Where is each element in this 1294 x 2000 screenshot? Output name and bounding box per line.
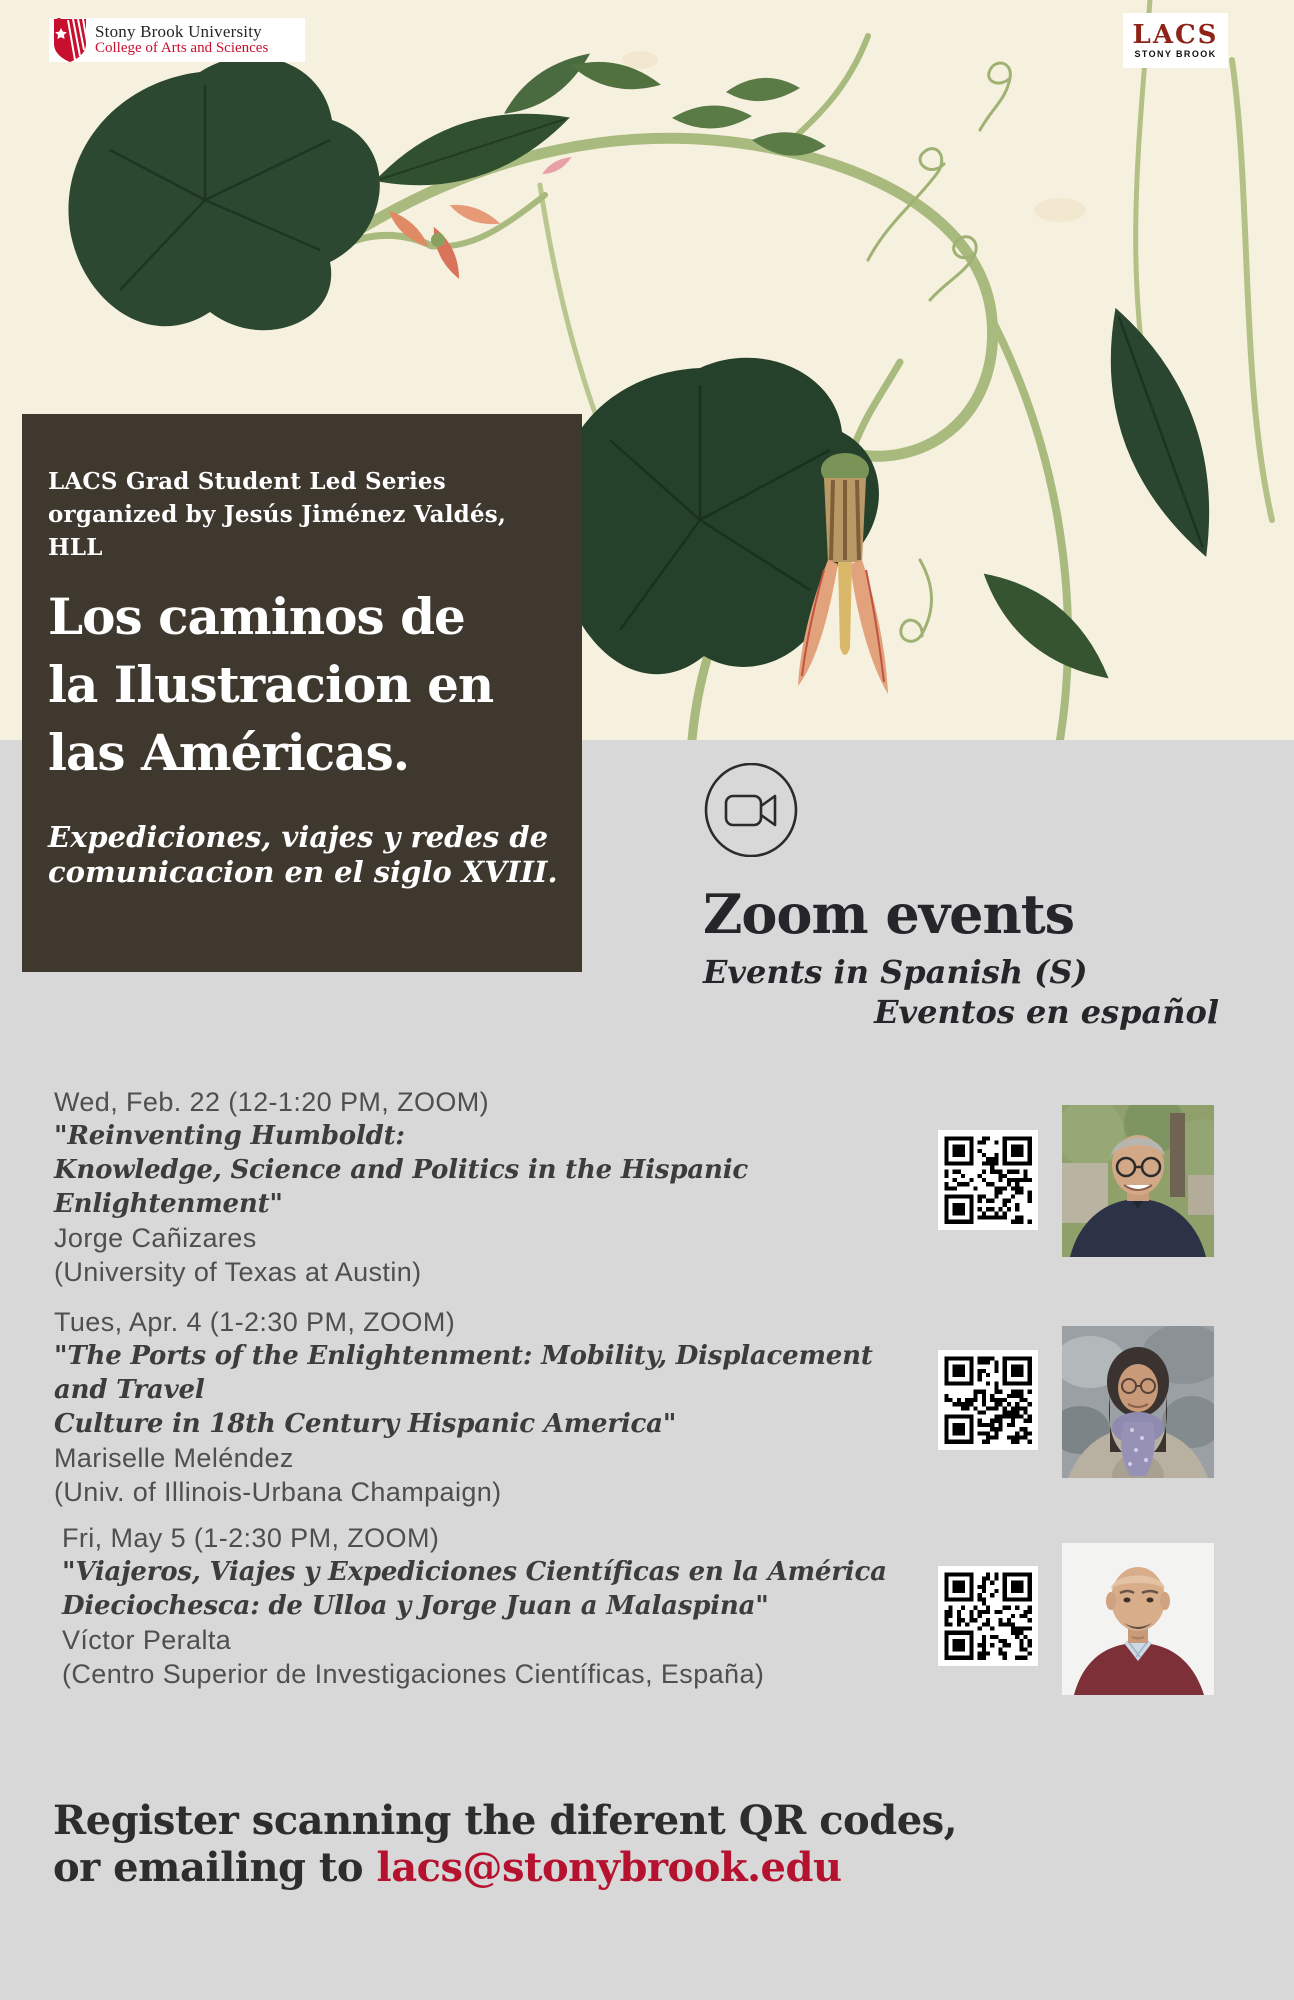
qr-code-event-1 bbox=[938, 1130, 1038, 1230]
speaker-photo-2 bbox=[1062, 1326, 1214, 1478]
zoom-events-title: Zoom events bbox=[703, 882, 1075, 946]
event-affiliation: (Centro Superior de Investigaciones Científicas, España) bbox=[62, 1659, 765, 1689]
qr-code-event-2 bbox=[938, 1350, 1038, 1450]
register-line2 bbox=[53, 1844, 1103, 1891]
lacs-logo-subtext: STONY BROOK bbox=[1134, 49, 1217, 59]
stony-brook-college: College of Arts and Sciences bbox=[95, 40, 269, 57]
event-title-line1: "Reinventing Humboldt: bbox=[54, 1121, 405, 1151]
event-date: Fri, May 5 (1-2:30 PM, ZOOM) bbox=[62, 1523, 440, 1553]
lacs-logo bbox=[1123, 13, 1228, 68]
register-instructions bbox=[53, 1797, 1103, 1891]
event-title-line2: Knowledge, Science and Politics in the Hispanic Enlightenment" bbox=[54, 1155, 748, 1219]
poster-title-line2: la Ilustracion en bbox=[48, 655, 494, 714]
event-affiliation: (Univ. of Illinois-Urbana Champaign) bbox=[54, 1477, 502, 1507]
event-speaker: Mariselle Meléndez bbox=[54, 1443, 294, 1473]
zoom-events-heading bbox=[703, 884, 1219, 1032]
poster-title-line1: Los caminos de bbox=[48, 587, 465, 646]
poster-title bbox=[48, 583, 562, 787]
speaker-photo-3 bbox=[1062, 1543, 1214, 1695]
title-box bbox=[22, 414, 582, 972]
register-email-link[interactable]: lacs@stonybrook.edu bbox=[376, 1844, 842, 1891]
stony-brook-name: Stony Brook University bbox=[95, 22, 262, 42]
series-kicker-line1: LACS Grad Student Led Series bbox=[48, 468, 446, 495]
event-date: Wed, Feb. 22 (12-1:20 PM, ZOOM) bbox=[54, 1087, 490, 1117]
event-speaker: Jorge Cañizares bbox=[54, 1223, 257, 1253]
event-item-2 bbox=[54, 1305, 934, 1509]
stony-brook-logo bbox=[49, 18, 305, 62]
series-kicker-line2: organized by Jesús Jiménez Valdés, HLL bbox=[48, 501, 507, 561]
event-speaker: Víctor Peralta bbox=[62, 1625, 232, 1655]
event-item-1 bbox=[54, 1085, 934, 1289]
stony-brook-shield-icon bbox=[52, 18, 88, 62]
event-title-line1: "The Ports of the Enlightenment: Mobility, Displacement and Travel bbox=[54, 1341, 873, 1405]
speaker-photo-1 bbox=[1062, 1105, 1214, 1257]
event-item-3 bbox=[62, 1521, 942, 1691]
poster-subtitle-line1: Expediciones, viajes y redes de bbox=[48, 820, 549, 854]
zoom-events-subtitle-es: Eventos en español bbox=[874, 993, 1219, 1031]
event-title-line1: "Viajeros, Viajes y Expediciones Científicas en la América bbox=[62, 1557, 887, 1587]
event-title-line2: Dieciochesca: de Ulloa y Jorge Juan a Malaspina" bbox=[62, 1591, 769, 1621]
poster-subtitle bbox=[48, 820, 562, 890]
event-date: Tues, Apr. 4 (1-2:30 PM, ZOOM) bbox=[54, 1307, 456, 1337]
poster-title-line3: las Américas. bbox=[48, 723, 410, 782]
event-title-line2: Culture in 18th Century Hispanic America" bbox=[54, 1409, 677, 1439]
register-line2-prefix: or emailing to bbox=[53, 1844, 377, 1891]
zoom-events-subtitle-en: Events in Spanish (S) bbox=[703, 953, 1088, 991]
poster-subtitle-line2: comunicacion en el siglo XVIII. bbox=[48, 855, 558, 889]
register-line1: Register scanning the diferent QR codes, bbox=[53, 1797, 958, 1844]
event-affiliation: (University of Texas at Austin) bbox=[54, 1257, 422, 1287]
qr-code-event-3 bbox=[938, 1566, 1038, 1666]
video-camera-icon bbox=[704, 763, 798, 857]
lacs-logo-text: LACS bbox=[1132, 20, 1219, 50]
